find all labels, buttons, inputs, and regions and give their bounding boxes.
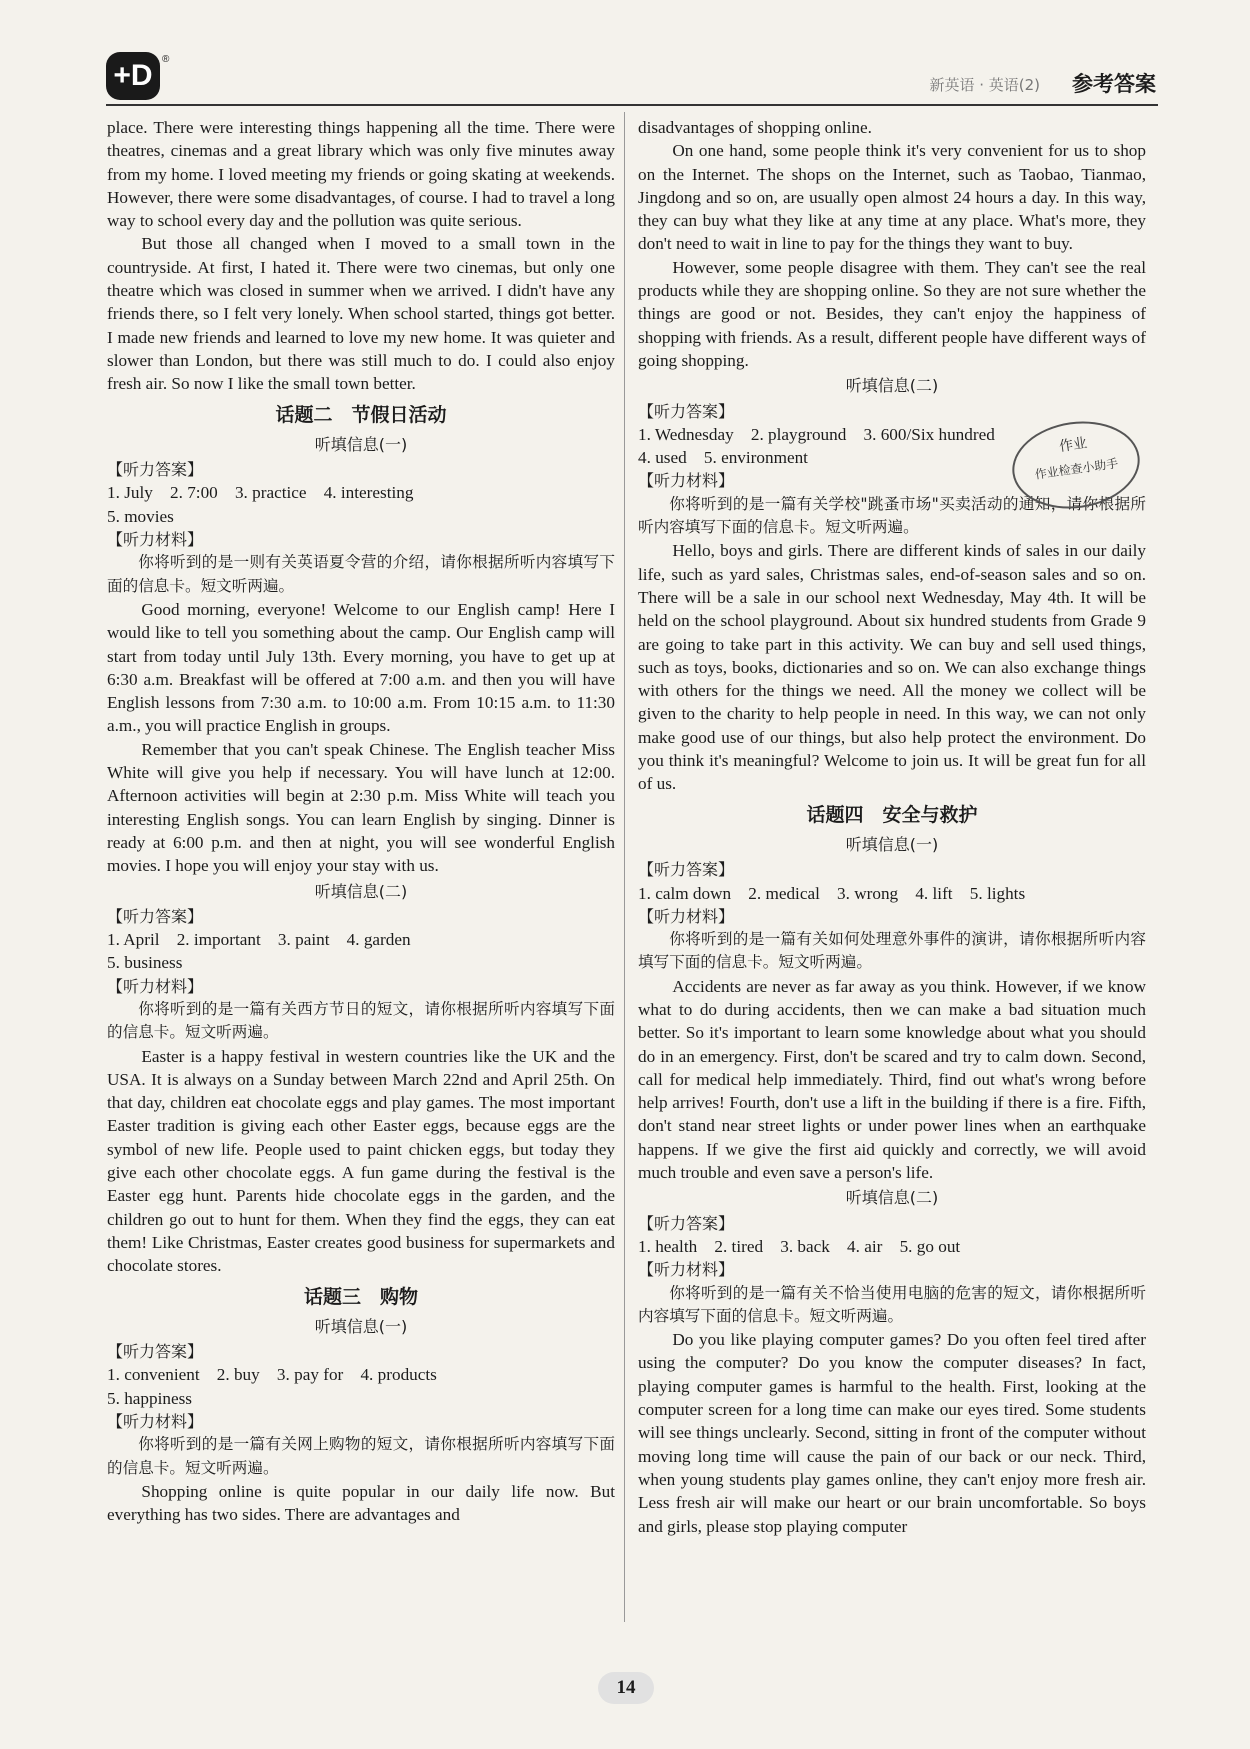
body-paragraph: Do you like playing computer games? Do you often feel tired after using the computer? Do you know the computer diseases? In fact, playing computer games is harmful to the health. First, looking at the computer screen for a long time can make our eyes tired. Some students will see things unclearly. Second, sitting in front of the computer without moving long time will cause the pain of our back or our neck. Third, when young students play games online, they can't enjoy more fresh air. Less fresh air will make our heart or our brain uncomfortable. So boys and girls, please stop playing computer [638, 1330, 1146, 1536]
section-tag: 【听力材料】 [638, 1260, 735, 1280]
answer-line: 1. Wednesday 2. playground 3. 600/Six hundred [638, 424, 995, 444]
instruction-paragraph: 你将听到的是一篇有关不恰当使用电脑的危害的短文，请你根据所听内容填写下面的信息卡。短文听两遍。 [638, 1283, 1146, 1325]
body-paragraph: Easter is a happy festival in western countries like the UK and the USA. It is always on a Sunday between March 22nd and April 25th. On that day, children eat chocolate eggs and play games. The most important Easter tradition is giving each other Easter eggs, because eggs are the symbol of new life. People used to paint chicken eggs, but today they give each other chocolate eggs. A fun game during the festival is the Easter egg hunt. Parents hide chocolate eggs in the garden, and the children go out to hunt for them. When they find the eggs, they can eat them! Like Christmas, Easter creates good business for supermarkets and chocolate stores. [107, 1046, 615, 1276]
left-column [107, 116, 615, 1527]
header-rule [106, 104, 1158, 106]
answer-line: 5. movies [107, 506, 174, 526]
section-subheading: 听填信息(一) [314, 1316, 408, 1336]
section-tag: 【听力材料】 [107, 1412, 204, 1432]
answer-line: 4. used 5. environment [638, 448, 808, 468]
answer-line: 1. calm down 2. medical 3. wrong 4. lift 5. lights [638, 883, 1026, 903]
answer-line: 1. April 2. important 3. paint 4. garden [107, 930, 411, 950]
section-tag: 【听力材料】 [107, 530, 204, 550]
section-subheading: 听填信息(二) [845, 376, 939, 396]
instruction-paragraph: 你将听到的是一篇有关如何处理意外事件的演讲，请你根据所听内容填写下面的信息卡。短文听两遍。 [638, 930, 1146, 972]
section-subheading: 听填信息(二) [845, 1188, 939, 1208]
section-tag: 【听力材料】 [638, 471, 735, 491]
publisher-logo: +D [106, 52, 160, 100]
body-paragraph: Good morning, everyone! Welcome to our English camp! Here I would like to tell you something about the camp. Our English camp will start from today until July 13th. Every morning, you have to get up at 6:30 a.m. Breakfast will be offered at 7:00 a.m. and then you will have English lessons from 7:30 a.m. to 10:00 a.m. From 10:15 a.m. to 11:30 a.m., you will practice English in groups. [107, 599, 615, 736]
body-paragraph: Shopping online is quite popular in our daily life now. But everything has two sides. There are advantages and [107, 1481, 615, 1525]
section-tag: 【听力答案】 [107, 906, 204, 926]
page-number: 14 [598, 1672, 654, 1704]
header-subtitle: 新英语 · 英语(2) [929, 76, 1040, 94]
topic-heading: 话题三 购物 [303, 1285, 418, 1308]
section-tag: 【听力材料】 [107, 976, 204, 996]
topic-heading: 话题四 安全与救护 [806, 803, 978, 826]
body-paragraph: However, some people disagree with them. They can't see the real products while they are shopping online. So they are not sure whether the things are good or not. Besides, they can't enjoy the happiness of shopping with friends. As a result, different people have different ways of going shopping. [638, 257, 1146, 370]
section-subheading: 听填信息(一) [845, 834, 939, 854]
section-subheading: 听填信息(一) [314, 434, 408, 454]
section-subheading: 听填信息(二) [314, 881, 408, 901]
body-paragraph: place. There were interesting things happening all the time. There were theatres, cinemas and a great library which was only five minutes away from my home. I loved meeting my friends or going skating at weekends. However, there were some disadvantages, of course. I had to travel a long way to school every day and the pollution was quite serious. [107, 118, 615, 231]
instruction-paragraph: 你将听到的是一篇有关学校"跳蚤市场"买卖活动的通知，请你根据所听内容填写下面的信息卡。短文听两遍。 [638, 494, 1146, 537]
section-tag: 【听力答案】 [107, 1342, 204, 1362]
answer-line: 1. July 2. 7:00 3. practice 4. interesting [107, 483, 414, 503]
registered-mark: ® [162, 54, 170, 65]
section-tag: 【听力答案】 [638, 401, 735, 421]
instruction-paragraph: 你将听到的是一篇有关西方节日的短文，请你根据所听内容填写下面的信息卡。短文听两遍。 [107, 999, 615, 1042]
section-tag: 【听力答案】 [638, 860, 735, 880]
body-paragraph: disadvantages of shopping online. [638, 118, 872, 137]
section-tag: 【听力答案】 [107, 460, 204, 480]
body-paragraph: Remember that you can't speak Chinese. The English teacher Miss White will give you help if necessary. You will have lunch at 12:00. Afternoon activities will begin at 2:30 p.m. Miss White will teach you interesting English songs. You can learn English by singing. Dinner is ready at 6:00 p.m. and then at night, you will see wonderful English movies. I hope you will enjoy your stay with us. [107, 739, 615, 876]
body-paragraph: Hello, boys and girls. There are different kinds of sales in our daily life, such as yard sales, Christmas sales, end-of-season sales and so on. There will be a sale in our school next Wednesday, May 4th. It will be held on the school playground. About six hundred students from Grade 9 are going to take part in this activity. We can buy and sell used things, such as toys, books, dictionaries and so on. We can also exchange things with others for the things we need. All the money we collect will be given to the charity to help people in need. In this way, we can not only make good use of our things, but also help protect the environment. Do you think it's meaningful? Welcome to join us. It will be great fun for all of us. [638, 541, 1146, 794]
header-title: 参考答案 [1072, 72, 1156, 96]
section-tag: 【听力答案】 [638, 1213, 735, 1233]
body-paragraph: But those all changed when I moved to a small town in the countryside. At first, I hated it. There were two cinemas, but only one theatre which was closed in summer when we arrived. I didn't have any friends there, so I felt very lonely. When school started, things got better. I made new friends and learned to love my new home. It was quieter and slower than London, but there was still much to do. I could also enjoy fresh air. So now I like the small town better. [107, 234, 615, 394]
body-paragraph: On one hand, some people think it's very convenient for us to shop on the Internet. The shops on the Internet, such as Taobao, Tianmao, Jingdong and so on, are usually open almost 24 hours a day. In this way, they can buy what they like at any time at any place. What's more, they don't need to wait in line to pay for the things they want to buy. [638, 141, 1146, 254]
homework-stamp: 作业 作业检查小助手 [1007, 414, 1146, 517]
topic-heading: 话题二 节假日活动 [275, 403, 447, 426]
answer-line: 5. happiness [107, 1388, 192, 1408]
body-paragraph: Accidents are never as far away as you think. However, if we know what to do during accidents, then we can make a bad situation much better. So it's important to learn some knowledge about what you should do in an emergency. First, don't be scared and try to calm down. Second, call for medical help immediately. Third, find out what's wrong before help arrives! Fourth, don't use a lift in the building if there is a fire. Fifth, don't stand near street lights or under power lines when an earthquake happens. If we give the first aid quickly and correctly, we will avoid much trouble and even save a person's life. [638, 976, 1146, 1183]
answer-line: 1. convenient 2. buy 3. pay for 4. products [107, 1365, 437, 1385]
page-header [0, 0, 1250, 112]
column-divider [624, 112, 625, 1622]
instruction-paragraph: 你将听到的是一则有关英语夏令营的介绍，请你根据所听内容填写下面的信息卡。短文听两遍。 [107, 553, 615, 595]
section-tag: 【听力材料】 [638, 906, 735, 926]
right-column [638, 116, 1146, 1538]
answer-line: 1. health 2. tired 3. back 4. air 5. go out [638, 1236, 961, 1256]
instruction-paragraph: 你将听到的是一篇有关网上购物的短文，请你根据所听内容填写下面的信息卡。短文听两遍。 [107, 1435, 615, 1477]
answer-line: 5. business [107, 953, 183, 973]
